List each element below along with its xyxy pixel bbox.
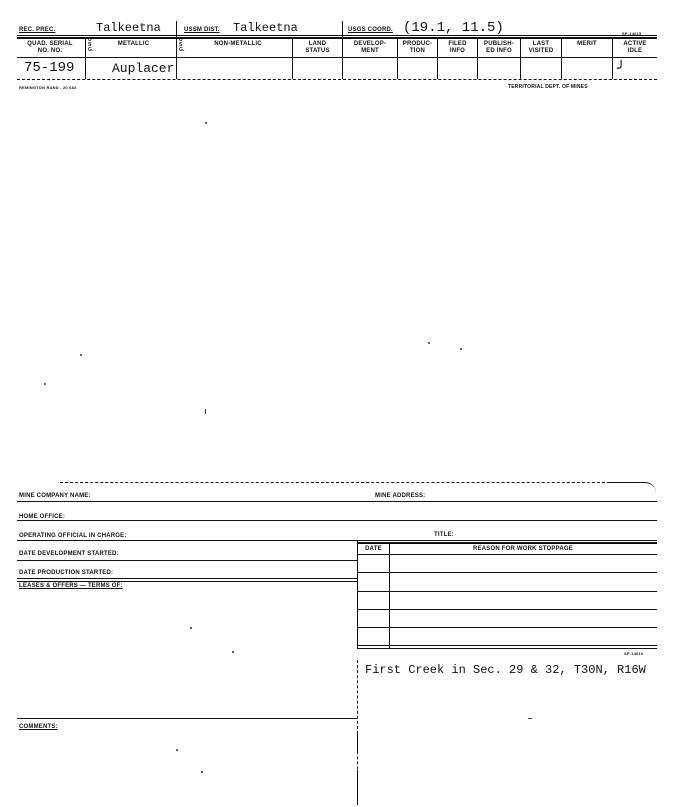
title-label: TITLE: xyxy=(434,532,454,538)
usgs-coord-label: USGS COORD. xyxy=(348,27,393,33)
form-code-top: SP-14615 xyxy=(622,31,642,36)
col-development: DEVELOP- MENT xyxy=(353,41,387,54)
stoppage-date-header: DATE xyxy=(365,546,382,552)
col-production: PRODUC- TION xyxy=(402,41,433,54)
comments-label: COMMENTS: xyxy=(19,724,58,730)
stoppage-reason-header: REASON FOR WORK STOPPAGE xyxy=(473,546,573,552)
rec-prec-label: REC. PREC. xyxy=(19,27,56,33)
col-usg-nonmetallic: U S G. xyxy=(179,37,185,53)
col-no-no: NO. NO. xyxy=(37,48,63,54)
col-filed-info: FILED INFO xyxy=(448,41,467,54)
date-development-label: DATE DEVELOPMENT STARTED: xyxy=(19,551,119,557)
dept-footer: TERRITORIAL DEPT. OF MINES xyxy=(508,84,588,90)
form-code-bottom: SP-14616 xyxy=(624,651,644,656)
col-quad-serial: QUAD. SERIAL xyxy=(27,41,73,47)
col-land-status: LAND STATUS xyxy=(305,41,330,54)
home-office-label: HOME OFFICE: xyxy=(19,514,66,520)
operating-official-label: OPERATING OFFICIAL IN CHARGE: xyxy=(19,533,127,539)
quad-serial-value: 75-199 xyxy=(24,60,75,76)
location-note: First Creek in Sec. 29 & 32, T30N, R16W xyxy=(365,663,646,677)
col-merit: MERIT xyxy=(577,41,597,47)
col-non-metallic: NON-METALLIC xyxy=(214,41,262,47)
ussm-dist-value: Talkeetna xyxy=(233,21,298,35)
col-last-visited: LAST VISITED xyxy=(528,41,554,54)
mine-address-label: MINE ADDRESS: xyxy=(375,493,426,499)
rec-prec-value: Talkeetna xyxy=(96,21,161,35)
col-published-info: PUBLISH- ED INFO xyxy=(484,41,514,54)
col-metallic: METALLIC xyxy=(117,41,150,47)
remington-footer: REMINGTON RAND - 20 682 xyxy=(19,85,77,90)
date-production-label: DATE PRODUCTION STARTED: xyxy=(19,570,114,576)
ussm-dist-label: USSM DIST. xyxy=(184,27,220,33)
col-usg-metallic: U S G. xyxy=(88,37,94,53)
mine-company-name-label: MINE COMPANY NAME: xyxy=(19,493,91,499)
col-active-idle: ACTIVE IDLE xyxy=(623,41,647,54)
usgs-coord-value: (19.1, 11.5) xyxy=(403,20,504,36)
active-idle-mark: ╯ xyxy=(617,62,626,78)
metallic-value: Auplacer xyxy=(112,61,175,76)
leases-offers-label: LEASES & OFFERS — TERMS OF: xyxy=(19,583,123,589)
